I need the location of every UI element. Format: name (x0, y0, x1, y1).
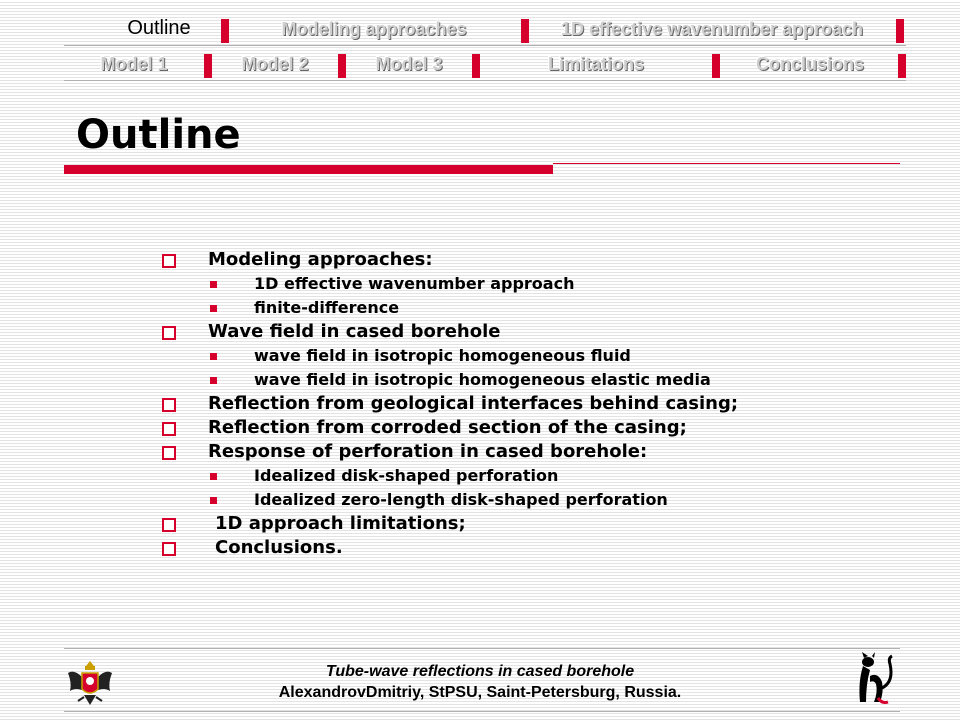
outline-subitem-text: Idealized zero-length disk-shaped perforation (254, 490, 668, 509)
footer-author: AlexandrovDmitriy, StPSU, Saint-Petersburg, Russia. (278, 684, 682, 701)
nav-model-1[interactable]: Model 1 (100, 54, 168, 74)
nav-outline[interactable]: Outline (127, 17, 191, 39)
outline-item (160, 248, 738, 272)
nav-1d-effective-wavenumber[interactable]: 1D effective wavenumber approach (560, 19, 864, 39)
outline-item-text: Reflection from geological interfaces behind casing; (208, 393, 739, 414)
nav-separator (472, 54, 480, 78)
nav-separator (896, 19, 904, 43)
nav-separator (204, 54, 212, 78)
outline-subitem-text: wave field in isotropic homogeneous elastic media (254, 370, 711, 389)
outline-subitem (160, 272, 738, 296)
filled-square-icon (210, 497, 217, 504)
nav-model-3[interactable]: Model 3 (375, 54, 443, 74)
outline-subitem-text: wave field in isotropic homogeneous fluid (254, 346, 631, 365)
outline-subitem (160, 464, 738, 488)
outline-subitem-text: Idealized disk-shaped perforation (254, 466, 559, 485)
footer-divider-bottom (64, 711, 900, 712)
outline-subitem (160, 344, 738, 368)
outline-subitem-text: finite-difference (254, 298, 400, 317)
outline-item (160, 512, 738, 536)
outline-subitem (160, 368, 738, 392)
outline-item-text: Modeling approaches: (208, 249, 433, 270)
nav-separator (898, 54, 906, 78)
outline-item-text: Conclusions. (215, 537, 343, 558)
footer-title: Tube-wave reflections in cased borehole (325, 663, 635, 680)
outline-item (160, 392, 738, 416)
hollow-square-icon (162, 542, 176, 556)
filled-square-icon (210, 305, 217, 312)
hollow-square-icon (162, 446, 176, 460)
outline-subitem-text: 1D effective wavenumber approach (254, 274, 575, 293)
outline-list (160, 248, 738, 560)
outline-item (160, 440, 738, 464)
filled-square-icon (210, 473, 217, 480)
filled-square-icon (210, 281, 217, 288)
outline-subitem (160, 296, 738, 320)
outline-item (160, 536, 738, 560)
nav-separator (221, 19, 229, 43)
page-title: Outline (76, 112, 241, 158)
hollow-square-icon (162, 518, 176, 532)
outline-subitem (160, 488, 738, 512)
hollow-square-icon (162, 422, 176, 436)
nav-conclusions[interactable]: Conclusions (755, 54, 864, 74)
outline-item-text: Reflection from corroded section of the casing; (208, 417, 687, 438)
nav-separator (712, 54, 720, 78)
filled-square-icon (210, 377, 217, 384)
title-underline-line (553, 163, 900, 164)
title-underline-bar (64, 165, 553, 174)
outline-item-text: 1D approach limitations; (215, 513, 466, 534)
outline-item-text: Response of perforation in cased borehole: (208, 441, 648, 462)
nav-limitations[interactable]: Limitations (547, 54, 644, 74)
hollow-square-icon (162, 326, 176, 340)
nav-modeling-approaches[interactable]: Modeling approaches (281, 19, 467, 39)
nav-row-subsections (64, 50, 906, 81)
outline-item (160, 416, 738, 440)
hollow-square-icon (162, 398, 176, 412)
nav-separator (338, 54, 346, 78)
filled-square-icon (210, 353, 217, 360)
nav-separator (521, 19, 529, 43)
outline-item (160, 320, 738, 344)
nav-model-2[interactable]: Model 2 (241, 54, 309, 74)
footer-divider (64, 648, 900, 649)
outline-item-text: Wave field in cased borehole (208, 321, 501, 342)
nav-row-sections (64, 15, 906, 46)
hollow-square-icon (162, 254, 176, 268)
